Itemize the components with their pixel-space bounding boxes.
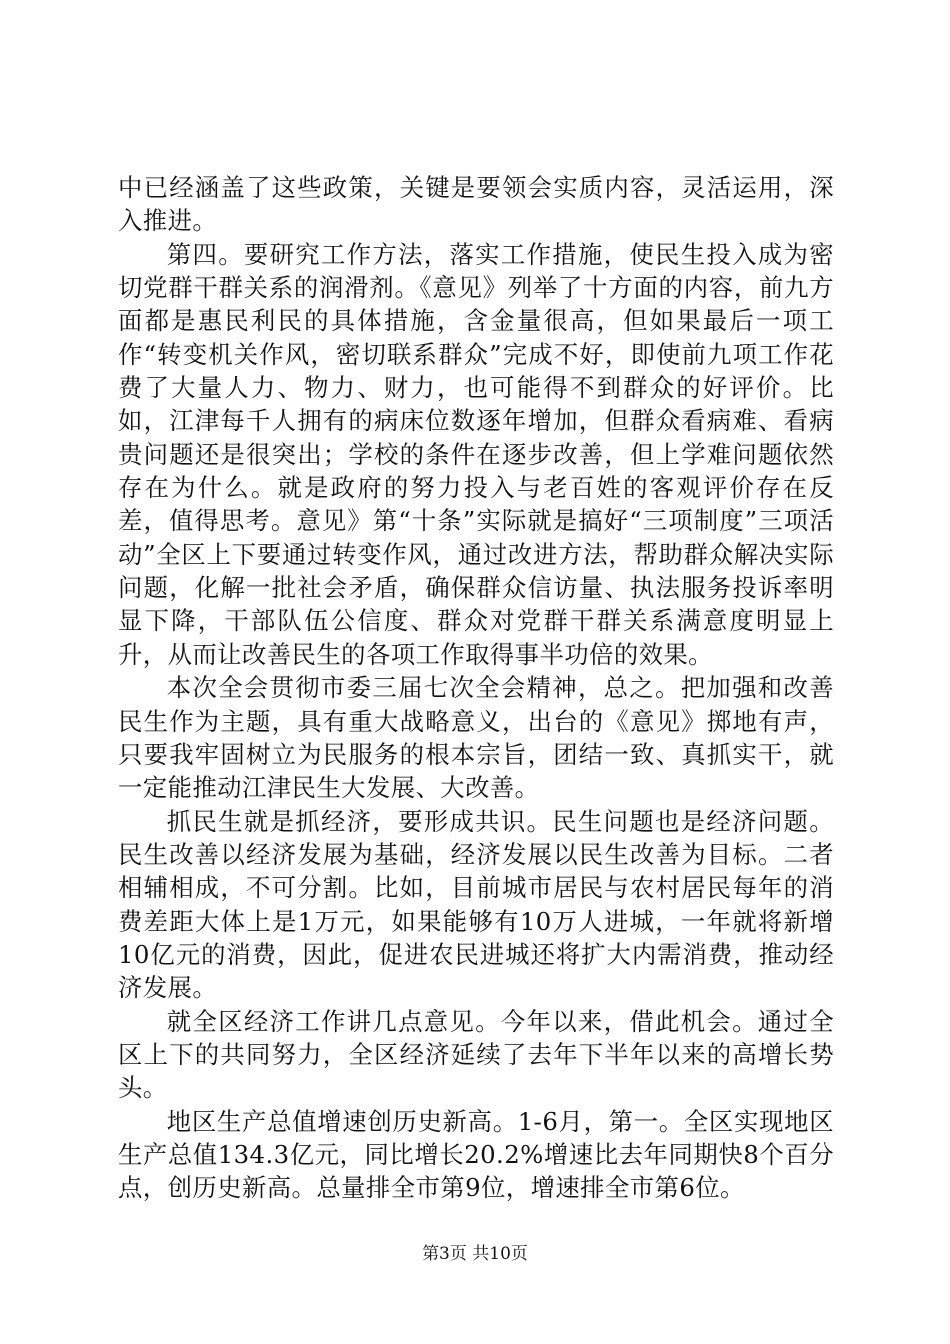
paragraph-point-four: 第四。要研究工作方法，落实工作措施，使民生投入成为密切党群干群关系的润滑剂。《意见》列举了十方面的内容，前九方面都是惠民利民的具体措施，含金量很高，但如果最后一项工作“转变机关作风，密切联系群众”完成不好，即使前九项工作花费了大量人力、物力、财力，也可能得不到群众的好评价。比如，江津每千人拥有的病床位数逐年增加，但群众看病难、看病贵问题还是很突出；学校的条件在逐步改善，但上学难问题依然存在为什么。就是政府的努力投入与老百姓的客观评价存在反差，值得思考。意见》第“十条”实际就是搞好“三项制度”三项活动”全区上下要通过转变作风，通过改进方法，帮助群众解决实际问题，化解一批社会矛盾，确保群众信访量、执法服务投诉率明显下降，干部队伍公信度、群众对党群干群关系满意度明显上升，从而让改善民生的各项工作取得事半功倍的效果。 [118,239,834,669]
body-text [118,171,834,1205]
page-number-footer: 第3页 共10页 [422,1244,528,1264]
paragraph-gdp-growth: 地区生产总值增速创历史新高。1-6月，第一。全区实现地区生产总值134.3亿元，同比增长20.2%增速比去年同期快8个百分点，创历史新高。总量排全市第9位，增速排全市第6位。 [118,1106,834,1203]
paragraph-economic-opinions: 就全区经济工作讲几点意见。今年以来，借此机会。通过全区上下的共同努力，全区经济延续了去年下半年以来的高增长势头。 [118,1006,834,1103]
paragraph-continuation: 中已经涵盖了这些政策，关键是要领会实质内容，灵活运用，深入推进。 [118,173,834,236]
paragraph-plenary-summary: 本次全会贯彻市委三届七次全会精神，总之。把加强和改善民生作为主题，具有重大战略意义，出台的《意见》掷地有声，只要我牢固树立为民服务的根本宗旨，团结一致、真抓实干，就一定能推动江津民生大发展、大改善。 [118,673,834,803]
paragraph-livelihood-economy: 抓民生就是抓经济，要形成共识。民生问题也是经济问题。民生改善以经济发展为基础，经济发展以民生改善为目标。二者相辅相成，不可分割。比如，目前城市居民与农村居民每年的消费差距大体上是1万元，如果能够有10万人进城，一年就将新增10亿元的消费，因此，促进农民进城还将扩大内需消费，推动经济发展。 [118,806,834,1003]
